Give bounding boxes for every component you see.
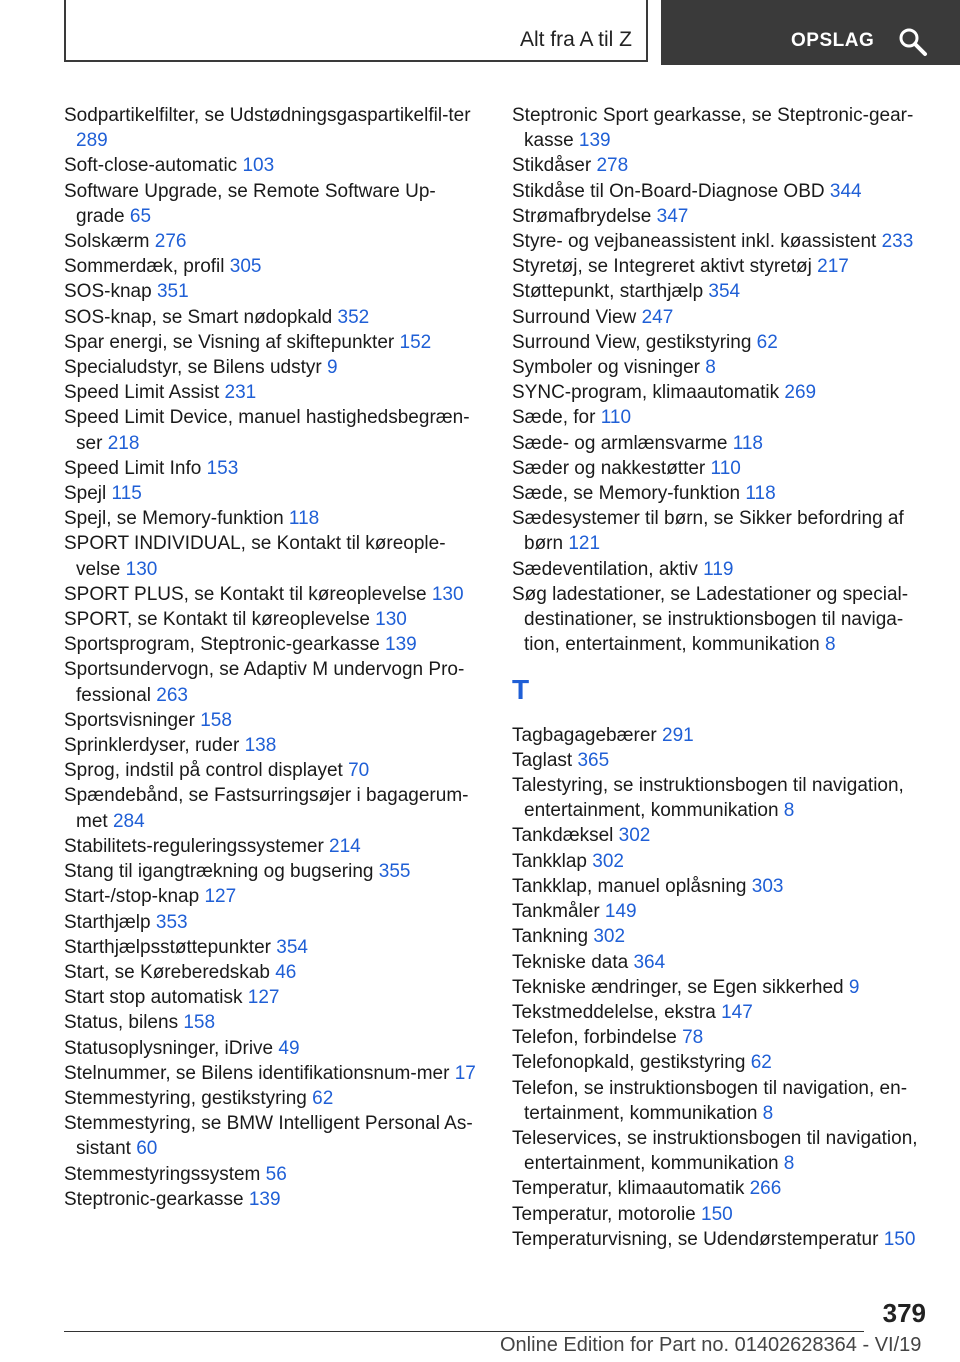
- index-entry-text: Støttepunkt, starthjælp: [512, 281, 709, 303]
- index-entry: [64, 531, 484, 581]
- index-entry: [512, 456, 932, 481]
- page-reference-link[interactable]: 218: [107, 432, 140, 454]
- index-entry-text: Temperatur, motorolie: [512, 1203, 702, 1225]
- index-entry: [512, 823, 932, 848]
- page-reference-link[interactable]: 247: [641, 306, 674, 328]
- index-entry-text: Starthjælp: [64, 911, 156, 933]
- page-reference-link[interactable]: 103: [242, 155, 275, 177]
- page-reference-link[interactable]: 365: [577, 749, 610, 771]
- page-reference-link[interactable]: 56: [265, 1163, 287, 1185]
- index-entry: [512, 849, 932, 874]
- index-entry-text: Spejl: [64, 483, 112, 505]
- index-entry: [512, 204, 932, 229]
- index-entry: [64, 985, 484, 1010]
- index-entry-text: Statusoplysninger, iDrive: [64, 1037, 279, 1059]
- page-reference-link[interactable]: 60: [136, 1138, 158, 1160]
- index-entry-text: Sportsundervogn, se Adaptiv M undervogn Pro-fessional: [64, 659, 465, 706]
- page-reference-link[interactable]: 8: [783, 1153, 795, 1175]
- page-reference-link[interactable]: 65: [129, 205, 152, 227]
- index-entry: [64, 254, 484, 279]
- index-entry: [64, 632, 484, 657]
- page-reference-link[interactable]: 130: [431, 583, 464, 605]
- index-entry: [512, 874, 932, 899]
- index-entry: [64, 758, 484, 783]
- index-entry-text: Stemmestyring, gestikstyring: [64, 1087, 313, 1109]
- index-entry-text: Tekniske ændringer, se Egen sikkerhed: [512, 976, 849, 998]
- page-reference-link[interactable]: 231: [224, 382, 257, 404]
- page-reference-link[interactable]: 127: [247, 987, 280, 1009]
- index-entry-text: Tankklap, manuel oplåsning: [512, 875, 752, 897]
- index-entry: [512, 1202, 932, 1227]
- index-entry-text: Starthjælpsstøttepunkter: [64, 936, 277, 958]
- index-entry: [512, 1050, 932, 1075]
- section-letter-t: T: [512, 674, 530, 706]
- index-entry: [64, 1036, 484, 1061]
- page-reference-link[interactable]: 152: [399, 331, 432, 353]
- page-reference-link[interactable]: 276: [154, 231, 187, 253]
- page-reference-link[interactable]: 118: [732, 432, 763, 454]
- page-reference-link[interactable]: 138: [244, 735, 277, 757]
- index-entry: [512, 1227, 932, 1252]
- index-entry: [64, 355, 484, 380]
- index-entry: [512, 153, 932, 178]
- page-reference-link[interactable]: 70: [348, 760, 370, 782]
- page-reference-link[interactable]: 62: [756, 331, 778, 353]
- page-reference-link[interactable]: 266: [749, 1178, 782, 1200]
- index-entry: [512, 279, 932, 304]
- page-reference-link[interactable]: 302: [618, 825, 651, 847]
- index-entry-text: SPORT INDIVIDUAL, se Kontakt til køreople-velse: [64, 533, 446, 580]
- page-reference-link[interactable]: 217: [817, 256, 849, 278]
- index-entry-text: Status, bilens: [64, 1012, 184, 1034]
- index-entry: [64, 1061, 484, 1086]
- index-entry: [512, 431, 932, 456]
- index-section-s: [512, 103, 932, 657]
- index-entry-text: Sprinklerdyser, ruder: [64, 735, 245, 757]
- footer-edition-text: Online Edition for Part no. 01402628364 - VI/19: [500, 1334, 922, 1356]
- index-entry: [64, 834, 484, 859]
- index-entry: [512, 179, 932, 204]
- index-entry-text: Speed Limit Assist: [64, 382, 225, 404]
- index-entry: [512, 1076, 932, 1126]
- index-entry-text: Talestyring, se instruktionsbogen til navigation, entertainment, kommunikation: [512, 775, 904, 822]
- index-entry: [64, 153, 484, 178]
- page-reference-link[interactable]: 278: [596, 155, 629, 177]
- index-entry-text: Sædeventilation, aktiv: [512, 558, 704, 580]
- page-reference-link[interactable]: 352: [337, 306, 370, 328]
- index-entry: [64, 103, 484, 153]
- index-entry-text: Speed Limit Device, manuel hastighedsbegræn-ser: [64, 407, 470, 454]
- page-reference-link[interactable]: 302: [593, 926, 626, 948]
- index-entry-text: Tankmåler: [512, 901, 605, 923]
- page-reference-link[interactable]: 8: [783, 800, 795, 822]
- page-reference-link[interactable]: 149: [604, 901, 637, 923]
- page-reference-link[interactable]: 8: [705, 357, 716, 379]
- page-reference-link[interactable]: 284: [112, 810, 145, 832]
- index-entry-text: Sprog, indstil på control displayet: [64, 760, 349, 782]
- index-entry-text: Stelnummer, se Bilens identifikationsnum-mer: [64, 1062, 455, 1084]
- index-entry-text: Sodpartikelfilter, se Udstødningsgaspartikelfil-ter: [64, 105, 471, 126]
- index-entry-text: Symboler og visninger: [512, 357, 706, 379]
- page-reference-link[interactable]: 263: [156, 684, 188, 706]
- index-entry-text: Stikdåse til On-Board-Diagnose OBD: [512, 180, 830, 202]
- index-entry: [512, 1000, 932, 1025]
- index-entry: [64, 481, 484, 506]
- tab-alt-fra-a-til-z[interactable]: [64, 0, 648, 62]
- tab-label: Alt fra A til Z: [519, 28, 632, 51]
- index-column-left: [64, 103, 484, 1212]
- index-entry: [64, 1010, 484, 1035]
- index-entry: [64, 884, 484, 909]
- index-entry-text: Tekniske data: [512, 951, 634, 973]
- page-reference-link[interactable]: 115: [111, 483, 142, 505]
- index-entry: [64, 733, 484, 758]
- index-entry-text: SPORT PLUS, se Kontakt til køreoplevelse: [64, 583, 432, 605]
- index-entry-text: Telefonopkald, gestikstyring: [512, 1052, 751, 1074]
- index-entry: [64, 305, 484, 330]
- index-entry: [512, 405, 932, 430]
- page-reference-link[interactable]: 119: [703, 558, 734, 580]
- page-reference-link[interactable]: 130: [125, 558, 158, 580]
- index-entry: [64, 229, 484, 254]
- index-entry: [64, 456, 484, 481]
- index-entry-text: Strømafbrydelse: [512, 205, 657, 227]
- page-reference-link[interactable]: 347: [656, 205, 689, 227]
- index-entry-text: Tankning: [512, 926, 594, 948]
- index-entry: [512, 950, 932, 975]
- index-entry: [64, 506, 484, 531]
- lookup-label: OPSLAG: [791, 30, 875, 51]
- index-entry-text: Stemmestyringssystem: [64, 1163, 266, 1185]
- index-entry-text: Software Upgrade, se Remote Software Up-grade: [64, 180, 436, 227]
- index-entry: [512, 975, 932, 1000]
- page-reference-link[interactable]: 46: [275, 961, 297, 983]
- page-reference-link[interactable]: 139: [385, 634, 417, 656]
- index-entry: [64, 1187, 484, 1212]
- page-reference-link[interactable]: 110: [710, 457, 741, 479]
- index-entry: [512, 924, 932, 949]
- page-reference-link[interactable]: 130: [375, 609, 407, 631]
- page-reference-link[interactable]: 139: [248, 1188, 281, 1210]
- index-entry-text: Stabilitets-reguleringssystemer: [64, 835, 330, 857]
- index-entry-text: Solskærm: [64, 231, 155, 253]
- index-entry-text: Sæde, se Memory-funktion: [512, 483, 746, 505]
- index-entry-text: Tekstmeddelelse, ekstra: [512, 1001, 722, 1023]
- page-number: 379: [882, 1298, 926, 1328]
- index-entry-text: Telefon, se instruktionsbogen til navigation, en-tertainment, kommunikation: [512, 1077, 908, 1124]
- page-reference-link[interactable]: 62: [750, 1052, 772, 1074]
- index-entry: [64, 859, 484, 884]
- page-reference-link[interactable]: 233: [881, 231, 914, 253]
- index-entry: [64, 607, 484, 632]
- index-entry: [64, 657, 484, 707]
- index-entry: [512, 330, 932, 355]
- page-reference-link[interactable]: 302: [592, 850, 624, 872]
- page-reference-link[interactable]: 121: [568, 533, 601, 555]
- index-entry: [512, 557, 932, 582]
- index-entry-text: Stang til igangtrækning og bugsering: [64, 861, 379, 883]
- index-entry-text: Steptronic Sport gearkasse, se Steptronic-gear-kasse: [512, 105, 914, 152]
- index-entry: [512, 1126, 932, 1176]
- index-entry-text: Surround View: [512, 306, 642, 328]
- index-entry-text: Sædesystemer til børn, se Sikker befordring af børn: [512, 508, 904, 555]
- index-entry-text: Sæde- og armlænsvarme: [512, 432, 733, 454]
- search-icon: [897, 26, 929, 58]
- index-column-right: [512, 103, 932, 1252]
- page-reference-link[interactable]: 8: [825, 634, 836, 656]
- page-reference-link[interactable]: 291: [662, 724, 694, 746]
- index-entry-text: Specialudstyr, se Bilens udstyr: [64, 357, 327, 379]
- index-entry-text: Sæde, for: [512, 407, 601, 429]
- index-entry-text: Styretøj, se Integreret aktivt styretøj: [512, 256, 818, 278]
- index-entry-text: Speed Limit Info: [64, 457, 207, 479]
- page-reference-link[interactable]: 8: [762, 1102, 774, 1124]
- index-entry: [512, 1025, 932, 1050]
- page-reference-link[interactable]: 269: [784, 382, 817, 404]
- index-entry: [512, 229, 932, 254]
- index-section-t: [512, 723, 932, 1252]
- index-entry-text: Temperatur, klimaautomatik: [512, 1178, 750, 1200]
- index-entry: [64, 708, 484, 733]
- index-entry-text: SOS-knap: [64, 281, 157, 303]
- index-entry: [512, 1176, 932, 1201]
- index-entry-text: Start-/stop-knap: [64, 886, 205, 908]
- index-entry-text: Sæder og nakkestøtter: [512, 457, 711, 479]
- index-entry-text: SPORT, se Kontakt til køreoplevelse: [64, 609, 376, 631]
- page-reference-link[interactable]: 150: [701, 1203, 733, 1225]
- page-reference-link[interactable]: 364: [633, 951, 666, 973]
- index-entry: [512, 305, 932, 330]
- index-entry-text: Start stop automatisk: [64, 987, 248, 1009]
- index-entry-text: Taglast: [512, 749, 578, 771]
- page-reference-link[interactable]: 344: [829, 180, 862, 202]
- page-reference-link[interactable]: 147: [721, 1001, 753, 1023]
- page-reference-link[interactable]: 150: [883, 1228, 916, 1250]
- page-reference-link[interactable]: 62: [312, 1087, 334, 1109]
- index-entry: [64, 582, 484, 607]
- index-entry: [512, 582, 932, 658]
- page-reference-link[interactable]: 110: [600, 407, 632, 429]
- page-reference-link[interactable]: 78: [682, 1027, 704, 1049]
- index-entry: [64, 405, 484, 455]
- index-entry-text: Tankklap: [512, 850, 593, 872]
- index-entry: [64, 1111, 484, 1161]
- index-entry-text: Spændebånd, se Fastsurringsøjer i bagagerum-met: [64, 785, 469, 832]
- index-entry: [512, 380, 932, 405]
- page-reference-link[interactable]: 303: [751, 875, 784, 897]
- index-entry-text: Søg ladestationer, se Ladestationer og special-destinationer, se instruktionsbogen til naviga-tion, entertainment, kommunikation: [512, 583, 909, 656]
- index-entry: [64, 179, 484, 229]
- index-entry-text: Sportsvisninger: [64, 709, 201, 731]
- index-entry-text: Tankdæksel: [512, 825, 619, 847]
- page-reference-link[interactable]: 127: [204, 886, 237, 908]
- index-entry-text: Surround View, gestikstyring: [512, 331, 757, 353]
- page-reference-link[interactable]: 158: [200, 709, 232, 731]
- page-reference-link[interactable]: 351: [156, 281, 189, 303]
- page-reference-link[interactable]: 118: [288, 508, 320, 530]
- index-entry-text: Telefon, forbindelse: [512, 1027, 683, 1049]
- page-reference-link[interactable]: 305: [229, 256, 262, 278]
- index-entry: [64, 1086, 484, 1111]
- index-entry-text: Spejl, se Memory-funktion: [64, 508, 289, 530]
- index-entry: [64, 935, 484, 960]
- index-entry-text: Stikdåser: [512, 155, 597, 177]
- page-reference-link[interactable]: 214: [329, 835, 361, 857]
- page-reference-link[interactable]: 355: [378, 861, 411, 883]
- page-reference-link[interactable]: 139: [578, 130, 611, 152]
- page-reference-link[interactable]: 153: [206, 457, 239, 479]
- index-entry-text: Tagbagagebærer: [512, 724, 662, 746]
- index-entry: [64, 279, 484, 304]
- index-entry-text: Temperaturvisning, se Udendørstemperatur: [512, 1228, 884, 1250]
- page-reference-link[interactable]: 289: [76, 130, 108, 152]
- index-entry: [64, 1162, 484, 1187]
- index-entry: [64, 380, 484, 405]
- index-entry-text: Start, se Køreberedskab: [64, 961, 276, 983]
- index-entry-text: Stemmestyring, se BMW Intelligent Personal As-sistant: [64, 1113, 473, 1160]
- index-entry-text: Sportsprogram, Steptronic-gearkasse: [64, 634, 386, 656]
- index-entry: [64, 330, 484, 355]
- index-entry: [512, 506, 932, 556]
- index-entry: [64, 960, 484, 985]
- footer-divider: [64, 1331, 864, 1332]
- index-entry: [512, 103, 932, 153]
- page-reference-link[interactable]: 353: [155, 911, 188, 933]
- index-entry-text: SOS-knap, se Smart nødopkald: [64, 306, 338, 328]
- index-entry-text: Teleservices, se instruktionsbogen til navigation, entertainment, kommunikation: [512, 1127, 918, 1175]
- index-entry-text: Sommerdæk, profil: [64, 256, 230, 278]
- page-reference-link[interactable]: 354: [708, 281, 741, 303]
- page-reference-link[interactable]: 9: [326, 357, 338, 379]
- index-entry: [512, 355, 932, 380]
- page-reference-link[interactable]: 354: [276, 936, 308, 958]
- index-entry: [64, 910, 484, 935]
- page-reference-link[interactable]: 118: [745, 483, 776, 505]
- index-entry: [64, 783, 484, 833]
- index-entry: [512, 748, 932, 773]
- index-entry: [512, 723, 932, 748]
- index-entry-text: Spar energi, se Visning af skiftepunkter: [64, 331, 400, 353]
- index-entry: [512, 899, 932, 924]
- index-entry-text: SYNC-program, klimaautomatik: [512, 382, 785, 404]
- index-entry-text: Steptronic-gearkasse: [64, 1188, 249, 1210]
- page-reference-link[interactable]: 9: [848, 976, 860, 998]
- index-entry-text: Styre- og vejbaneassistent inkl. køassistent: [512, 231, 882, 253]
- lookup-button[interactable]: [661, 0, 960, 65]
- page-reference-link[interactable]: 17: [454, 1062, 476, 1084]
- index-entry: [512, 481, 932, 506]
- page-reference-link[interactable]: 49: [278, 1037, 300, 1059]
- index-entry: [512, 773, 932, 823]
- index-entry-text: Soft-close-automatic: [64, 155, 243, 177]
- index-entry: [512, 254, 932, 279]
- page-reference-link[interactable]: 158: [183, 1012, 216, 1034]
